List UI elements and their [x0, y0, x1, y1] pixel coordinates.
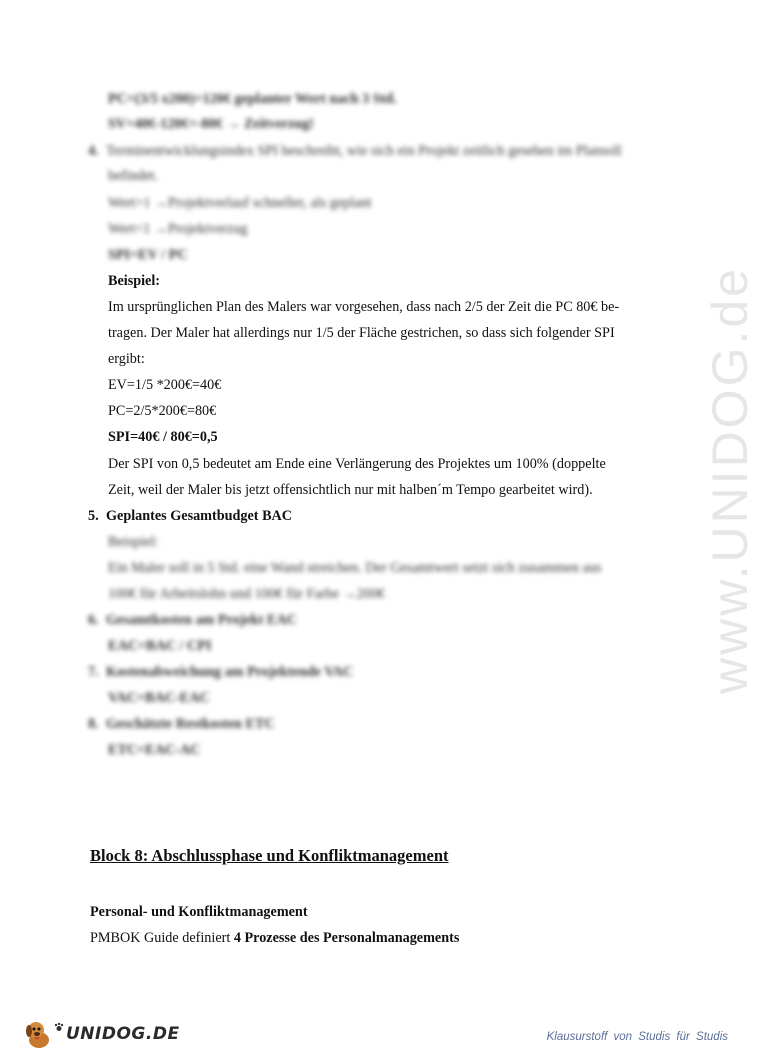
blurred-text-2: 100€ für Arbeitslohn und 100€ für Farbe →200€: [108, 586, 386, 602]
item-5-number: 5.: [88, 508, 99, 524]
unidog-logo[interactable]: [22, 1018, 180, 1050]
footer-tagline: Klausurstoff von Studis für Studis: [546, 1031, 728, 1043]
logo-text: UNIDOG.DE: [66, 1024, 180, 1044]
conclusion-line-2: Zeit, weil der Maler bis jetzt offensichtlich nur mit halben´m Tempo gearbeitet wird).: [108, 482, 593, 498]
blurred-beispiel: Beispiel:: [108, 534, 159, 550]
ev-calculation: EV=1/5 *200€=40€: [108, 377, 222, 393]
section-subheading: Personal- und Konfliktmanagement: [90, 904, 308, 920]
dog-icon: [22, 1018, 56, 1050]
watermark: www.UNIDOG.de: [702, 266, 758, 694]
blurred-pc-line: PC=(3/5 x200)=120€ geplanter Wert nach 3 Std.: [108, 91, 397, 107]
blurred-item-7-formula: VAC=BAC-EAC: [108, 690, 210, 706]
example-label: Beispiel:: [108, 273, 161, 289]
item-7-title: Kostenabweichung am Projektende VAC: [106, 664, 354, 680]
blurred-item-8-formula: ETC=EAC-AC: [108, 742, 201, 758]
blurred-item-7: [88, 663, 353, 681]
blurred-wert-lt: Wert<1 →Projektverzug: [108, 221, 248, 237]
pc-calculation: PC=2/5*200€=80€: [108, 403, 217, 419]
item-7-number: 7.: [88, 664, 99, 680]
item-6-number: 6.: [88, 612, 99, 628]
example-paragraph-line-2: tragen. Der Maler hat allerdings nur 1/5 der Fläche gestrichen, so dass sich folgender SPI: [108, 325, 615, 341]
blurred-sv-line: SV=40€-120€=-80€ → Zeitverzug!: [108, 116, 315, 132]
blurred-item-6: [88, 611, 297, 629]
blurred-item-8: [88, 715, 275, 733]
spi-result: SPI=40€ / 80€=0,5: [108, 429, 218, 445]
blurred-wert-gt: Wert>1 →Projektverlauf schneller, als geplant: [108, 195, 372, 211]
example-paragraph-line-1: Im ursprünglichen Plan des Malers war vorgesehen, dass nach 2/5 der Zeit die PC 80€ be-: [108, 299, 620, 315]
pmbok-line: [90, 929, 459, 947]
block-8-heading: Block 8: Abschlussphase und Konfliktmanagement: [90, 846, 449, 865]
item-5-title: Geplantes Gesamtbudget BAC: [106, 508, 293, 524]
paw-icon: [54, 1022, 64, 1032]
conclusion-line-1: Der SPI von 0,5 bedeutet am Ende eine Verlängerung des Projektes um 100% (doppelte: [108, 456, 606, 472]
blurred-spi-formula: SPI=EV / PC: [108, 247, 188, 263]
blurred-item-6-formula: EAC=BAC / CPI: [108, 638, 212, 654]
item-4-number: 4.: [88, 143, 99, 159]
example-paragraph-line-3: ergibt:: [108, 351, 145, 367]
pmbok-line-bold: 4 Prozesse des Personalmanagements: [233, 930, 460, 946]
item-4-text: Terminentwicklungsindex SPI beschreibt, wie sich ein Projekt zeitlich gesehen im Plansoll: [106, 143, 622, 159]
blurred-text-1: Ein Maler soll in 5 Std. eine Wand streichen. Der Gesamtwert setzt sich zusammen aus: [108, 560, 602, 576]
item-8-number: 8.: [88, 716, 99, 732]
item-6-title: Gesamtkosten am Projekt EAC: [106, 612, 297, 628]
pmbok-line-prefix: PMBOK Guide definiert: [90, 930, 234, 946]
item-8-title: Geschätzte Restkosten ETC: [106, 716, 275, 732]
item-4: [88, 142, 622, 160]
item-4-text-cont: befindet.: [108, 168, 159, 184]
item-5: [88, 507, 292, 525]
